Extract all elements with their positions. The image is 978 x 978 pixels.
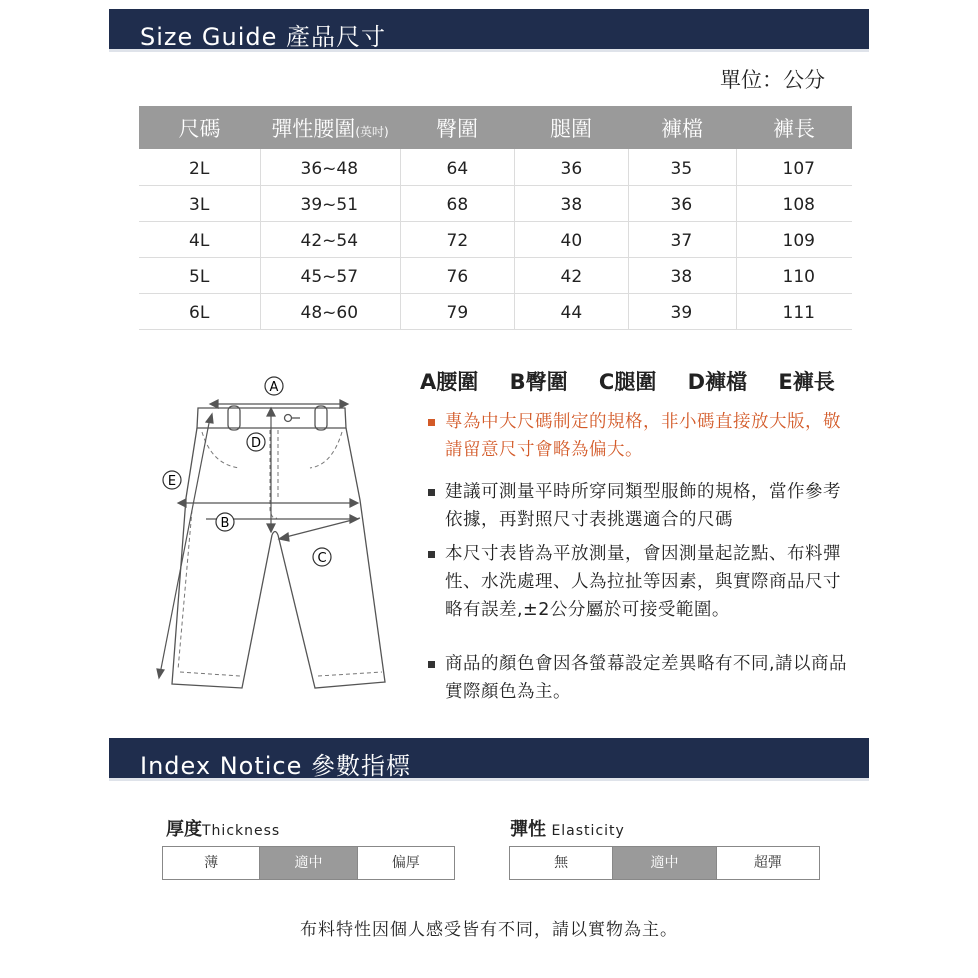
cell: 42~54 bbox=[260, 221, 400, 257]
header-length: 褲長 bbox=[736, 106, 852, 149]
legend-hip: B臀圍 bbox=[509, 370, 568, 394]
cell: 35 bbox=[628, 149, 736, 185]
elasticity-option-super: 超彈 bbox=[753, 855, 782, 871]
table-row bbox=[139, 257, 852, 293]
cell: 64 bbox=[400, 149, 514, 185]
table-row bbox=[139, 185, 852, 221]
cell: 36 bbox=[514, 149, 628, 185]
pants-diagram bbox=[150, 370, 400, 700]
cell: 42 bbox=[514, 257, 628, 293]
cell: 39~51 bbox=[260, 185, 400, 221]
bullet-icon bbox=[428, 419, 435, 426]
header-size: 尺碼 bbox=[139, 106, 260, 149]
note-text: 建議可測量平時所穿同類型服飾的規格，當作參考依據，再對照尺寸表挑選適合的尺碼 bbox=[445, 482, 841, 530]
cell: 4L bbox=[139, 221, 260, 257]
size-guide-banner bbox=[109, 9, 869, 52]
cell: 38 bbox=[628, 257, 736, 293]
size-table-header bbox=[139, 106, 852, 149]
thickness-scale bbox=[162, 846, 455, 880]
cell: 39 bbox=[628, 293, 736, 329]
elasticity-title bbox=[510, 815, 625, 841]
cell: 76 bbox=[400, 257, 514, 293]
index-notice-banner bbox=[109, 738, 869, 781]
header-rise: 褲檔 bbox=[628, 106, 736, 149]
header-hip: 臀圍 bbox=[400, 106, 514, 149]
cell: 6L bbox=[139, 293, 260, 329]
bullet-icon bbox=[428, 551, 435, 558]
elasticity-option-medium: 適中 bbox=[613, 847, 716, 879]
size-table bbox=[139, 106, 852, 330]
cell: 5L bbox=[139, 257, 260, 293]
note-text: 商品的顏色會因各螢幕設定差異略有不同,請以商品實際顏色為主。 bbox=[445, 654, 848, 702]
cell: 2L bbox=[139, 149, 260, 185]
label-b: B bbox=[220, 516, 230, 531]
cell: 68 bbox=[400, 185, 514, 221]
note-item bbox=[428, 540, 848, 624]
cell: 48~60 bbox=[260, 293, 400, 329]
cell: 108 bbox=[736, 185, 852, 221]
footer-note: 布料特性因個人感受皆有不同，請以實物為主。 bbox=[300, 920, 678, 940]
diagram-labels bbox=[163, 377, 331, 566]
label-e: E bbox=[167, 474, 177, 489]
table-row bbox=[139, 221, 852, 257]
unit-label: 單位：公分 bbox=[720, 68, 825, 92]
note-text: 本尺寸表皆為平放測量，會因測量起訖點、布料彈性、水洗處理、人為拉扯等因素，與實際商品尺寸略有誤差,±2公分屬於可接受範圍。 bbox=[445, 544, 841, 620]
cell: 3L bbox=[139, 185, 260, 221]
cell: 109 bbox=[736, 221, 852, 257]
header-waist-unit: (英吋) bbox=[355, 124, 389, 139]
legend-waist: A腰圍 bbox=[420, 370, 479, 394]
index-notice-title: Index Notice 參數指標 bbox=[140, 752, 412, 780]
header-waist bbox=[260, 106, 400, 149]
cell: 72 bbox=[400, 221, 514, 257]
bullet-icon bbox=[428, 489, 435, 496]
thickness-option-thick: 偏厚 bbox=[391, 855, 420, 871]
elasticity-option-none: 無 bbox=[510, 847, 613, 879]
thickness-option-medium: 適中 bbox=[260, 847, 357, 879]
cell: 37 bbox=[628, 221, 736, 257]
label-d: D bbox=[250, 436, 262, 451]
cell: 40 bbox=[514, 221, 628, 257]
header-thigh: 腿圍 bbox=[514, 106, 628, 149]
thickness-title bbox=[166, 815, 280, 841]
elasticity-scale bbox=[509, 846, 820, 880]
pants-stitching bbox=[178, 430, 382, 676]
measurement-legend bbox=[420, 366, 835, 396]
cell: 107 bbox=[736, 149, 852, 185]
cell: 111 bbox=[736, 293, 852, 329]
legend-rise: D褲檔 bbox=[687, 370, 748, 394]
note-item bbox=[428, 650, 848, 706]
cell: 38 bbox=[514, 185, 628, 221]
label-c: C bbox=[317, 551, 327, 566]
header-waist-label: 彈性腰圍 bbox=[271, 116, 356, 141]
cell: 36~48 bbox=[260, 149, 400, 185]
elasticity-label: 彈性 bbox=[510, 819, 546, 840]
cell: 36 bbox=[628, 185, 736, 221]
legend-length: E褲長 bbox=[778, 370, 835, 394]
thickness-label: 厚度 bbox=[166, 819, 202, 840]
cell: 110 bbox=[736, 257, 852, 293]
label-a: A bbox=[269, 380, 279, 395]
cell: 44 bbox=[514, 293, 628, 329]
bullet-icon bbox=[428, 661, 435, 668]
thickness-option-thin: 薄 bbox=[163, 847, 260, 879]
cell: 79 bbox=[400, 293, 514, 329]
table-row bbox=[139, 149, 852, 185]
thickness-label-en: Thickness bbox=[202, 823, 281, 839]
table-row bbox=[139, 293, 852, 329]
note-item bbox=[428, 408, 848, 464]
cell: 45~57 bbox=[260, 257, 400, 293]
size-guide-title: Size Guide 產品尺寸 bbox=[140, 23, 386, 51]
legend-thigh: C腿圍 bbox=[598, 370, 657, 394]
elasticity-label-en: Elasticity bbox=[546, 823, 625, 839]
note-item bbox=[428, 478, 848, 534]
note-text: 專為中大尺碼制定的規格，非小碼直接放大版，敬請留意尺寸會略為偏大。 bbox=[445, 412, 841, 460]
